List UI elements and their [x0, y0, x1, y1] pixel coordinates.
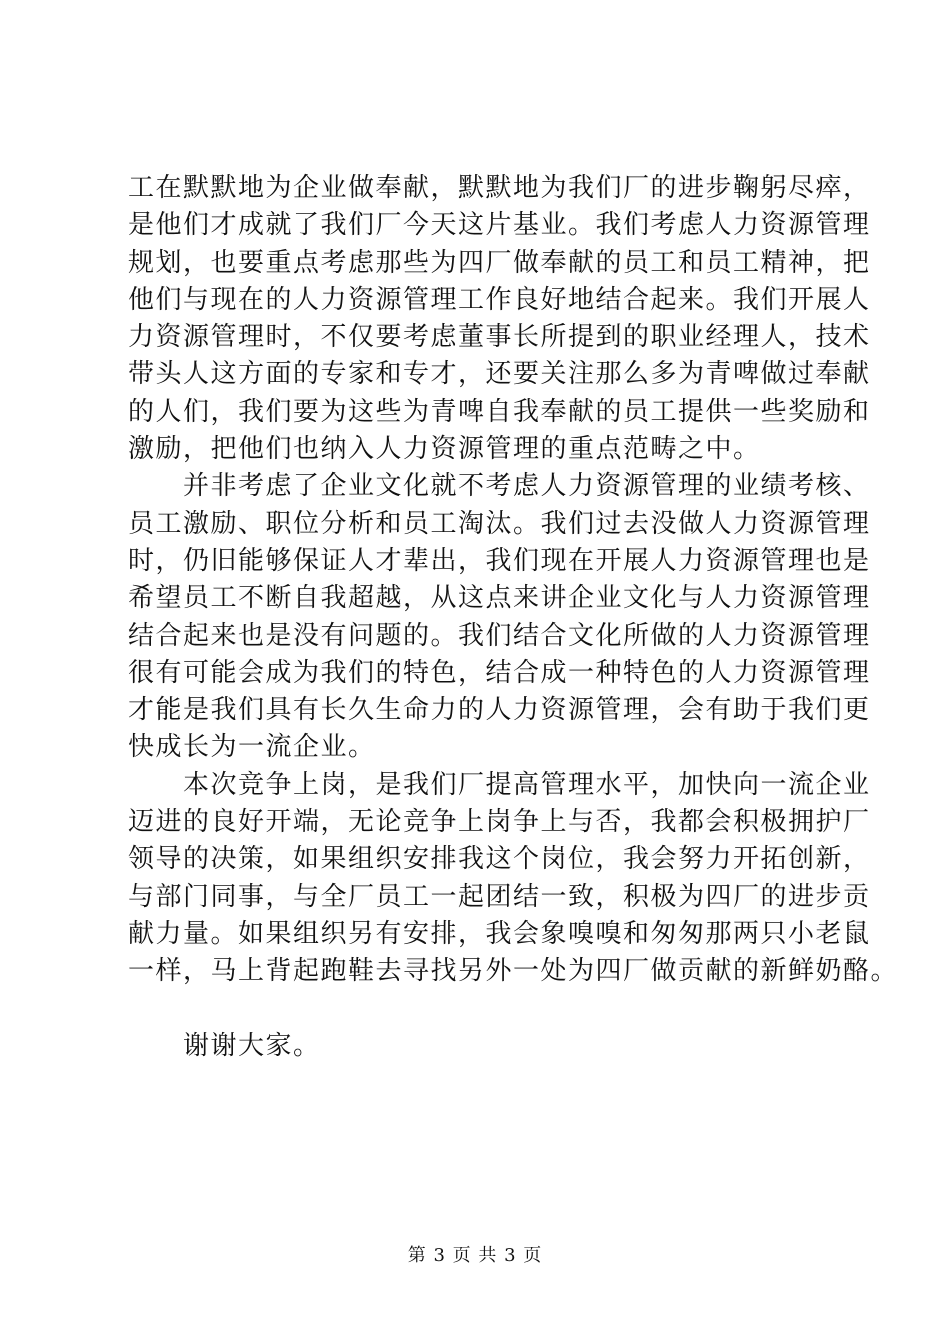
- text-line: 带头人这方面的专家和专才，还要关注那么多为青啤做过奉献: [128, 359, 871, 390]
- text-line: 力资源管理时，不仅要考虑董事长所提到的职业经理人，技术: [128, 322, 871, 353]
- text-line: 的人们，我们要为这些为青啤自我奉献的员工提供一些奖励和: [128, 396, 871, 427]
- closing-line: 谢谢大家。: [128, 1030, 321, 1061]
- text-line: 时，仍旧能够保证人才辈出，我们现在开展人力资源管理也是: [128, 545, 871, 576]
- text-line: 才能是我们具有长久生命力的人力资源管理，会有助于我们更: [128, 695, 871, 726]
- text-line: 很有可能会成为我们的特色，结合成一种特色的人力资源管理: [128, 657, 871, 688]
- text-line: 迈进的良好开端，无论竞争上岗争上与否，我都会积极拥护厂: [128, 807, 871, 838]
- text-line: 员工激励、职位分析和员工淘汰。我们过去没做人力资源管理: [128, 508, 871, 539]
- text-line: 结合起来也是没有问题的。我们结合文化所做的人力资源管理: [128, 620, 871, 651]
- text-line: 一样，马上背起跑鞋去寻找另外一处为四厂做贡献的新鲜奶酪。: [128, 956, 899, 987]
- blank-line: [128, 991, 848, 1028]
- document-body: [128, 170, 899, 1065]
- text-line: 工在默默地为企业做奉献，默默地为我们厂的进步鞠躬尽瘁，: [128, 173, 871, 203]
- text-line: 希望员工不断自我超越，从这点来讲企业文化与人力资源管理: [128, 583, 871, 614]
- text-line: 本次竞争上岗，是我们厂提高管理水平，加快向一流企业: [128, 769, 871, 800]
- text-line: 并非考虑了企业文化就不考虑人力资源管理的业绩考核、: [128, 471, 871, 502]
- text-line: 规划，也要重点考虑那些为四厂做奉献的员工和员工精神，把: [128, 247, 871, 278]
- text-line: 领导的决策，如果组织安排我这个岗位，我会努力开拓创新，: [128, 844, 871, 875]
- page-footer: 第 3 页 共 3 页: [407, 1245, 543, 1266]
- text-line: 他们与现在的人力资源管理工作良好地结合起来。我们开展人: [128, 284, 871, 315]
- text-line: 激励，把他们也纳入人力资源管理的重点范畴之中。: [128, 434, 761, 465]
- text-line: 是他们才成就了我们厂今天这片基业。我们考虑人力资源管理: [128, 210, 871, 241]
- text-line: 与部门同事，与全厂员工一起团结一致，积极为四厂的进步贡: [128, 881, 871, 912]
- text-line: 献力量。如果组织另有安排，我会象嗅嗅和匆匆那两只小老鼠: [128, 918, 871, 949]
- text-line: 快成长为一流企业。: [128, 732, 376, 763]
